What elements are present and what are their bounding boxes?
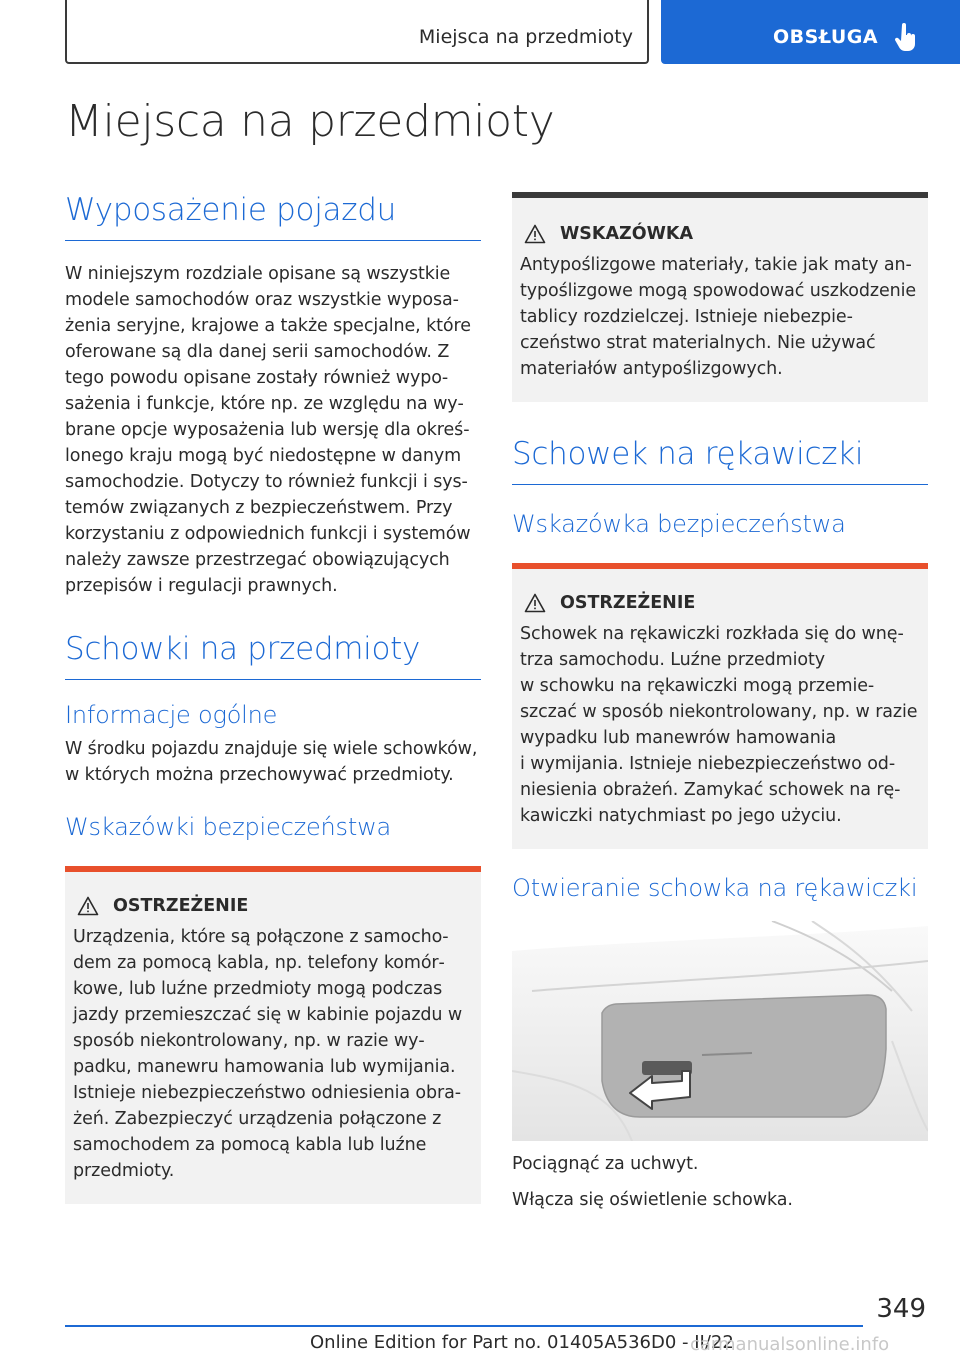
warning-text: Schowek na rękawiczki rozkłada się do wnętrza samochodu. Luźne przedmioty w schowku na rękawiczki mogą przemieszczać w sposób niekontrolowany, np. w razie wypadku lub manewrów hamowania i wymijania. Istnieje niebezpieczeństwo odniesienia obrażeń. Zamykać schowek na rękawiczki natychmiast po jego użyciu. (520, 624, 918, 826)
warning-triangle-icon (524, 224, 546, 244)
header-section-title: Miejsca na przedmioty (418, 26, 633, 48)
note-box-antislip (512, 192, 928, 402)
warning-box-glovebox (512, 563, 928, 849)
warning-triangle-icon (77, 896, 99, 916)
footer-divider (65, 1325, 863, 1327)
paragraph-general-info: W środku pojazdu znajduje się wiele schowków, w których można przechowywać przedmioty. (65, 739, 478, 785)
note-text: Antypoślizgowe materiały, takie jak maty antypoślizgowe mogą spowodować uszkodzenie tablicy rozdzielczej. Istnieje niebezpieczeństwo strat materialnych. Nie używać materiałów antypoślizgowych. (520, 255, 917, 379)
page-number: 349 (876, 1294, 926, 1324)
heading-general-info: Informacje ogólne (65, 701, 278, 729)
glovebox-illustration (512, 921, 928, 1141)
heading-safety-notes: Wskazówki bezpieczeństwa (65, 813, 392, 841)
paragraph-vehicle-equipment: W niniejszym rozdziale opisane są wszystkie modele samochodów oraz wszystkie wyposażenia seryjne, krajowe a także specjalne, które oferowane są dla danej serii samochodów. Z tego powodu opisane zostały również wyposażenia i funkcje, które np. ze względu na wybrane opcje wyposażenia lub wersję dla określonego kraju mogą być niedostępne w danym samochodzie. Dotyczy to również funkcji i systemów związanych z bezpieczeństwem. Przy korzystaniu z odpowiednich funkcji i systemów należy zawsze przestrzegać obowiązujących przepisów i regulacji prawnych. (65, 264, 471, 596)
right-column (512, 192, 928, 1213)
warning-title: OSTRZEŻENIE (560, 593, 696, 613)
header-section-box (65, 0, 649, 64)
edition-label: Online Edition for Part no. 01405A536D0 - II/22 (310, 1332, 734, 1353)
warning-triangle-icon (524, 593, 546, 613)
header-tab-label: OBSŁUGA (773, 26, 879, 48)
warning-header (73, 896, 473, 916)
heading-glovebox: Schowek na rękawiczki (512, 434, 928, 485)
watermark: carmanualsonline.info (690, 1334, 890, 1355)
left-column (65, 190, 481, 1204)
heading-storage-compartments: Schowki na przedmioty (65, 629, 481, 680)
note-header (520, 224, 920, 244)
warning-title: OSTRZEŻENIE (113, 896, 249, 916)
heading-glovebox-safety: Wskazówka bezpieczeństwa (512, 510, 846, 538)
step-pull-handle: Pociągnąć za uchwyt. (512, 1154, 699, 1174)
heading-vehicle-equipment: Wyposażenie pojazdu (65, 190, 481, 241)
warning-text: Urządzenia, które są połączone z samochodem za pomocą kabla, np. telefony komórkowe, lub luźne przedmioty mogą podczas jazdy przemieszczać się w kabinie pojazdu w sposób niekontrolowany, np. w razie wypadku, manewru hamowania lub wymijania. Istnieje niebezpieczeństwo odniesienia obrażeń. Zabezpieczyć urządzenia połączone z samochodem za pomocą kabla lub luźne przedmioty. (73, 927, 463, 1181)
glovebox-drawing (512, 921, 928, 1141)
step-light-on: Włącza się oświetlenie schowka. (512, 1190, 793, 1210)
warning-header (520, 593, 920, 613)
header-tab[interactable] (661, 0, 960, 64)
heading-open-glovebox: Otwieranie schowka na rękawiczki (512, 874, 918, 902)
page-title: Miejsca na przedmioty (65, 96, 555, 147)
warning-box-cables (65, 866, 481, 1204)
pointing-hand-icon (893, 22, 919, 54)
note-title: WSKAZÓWKA (560, 224, 693, 244)
